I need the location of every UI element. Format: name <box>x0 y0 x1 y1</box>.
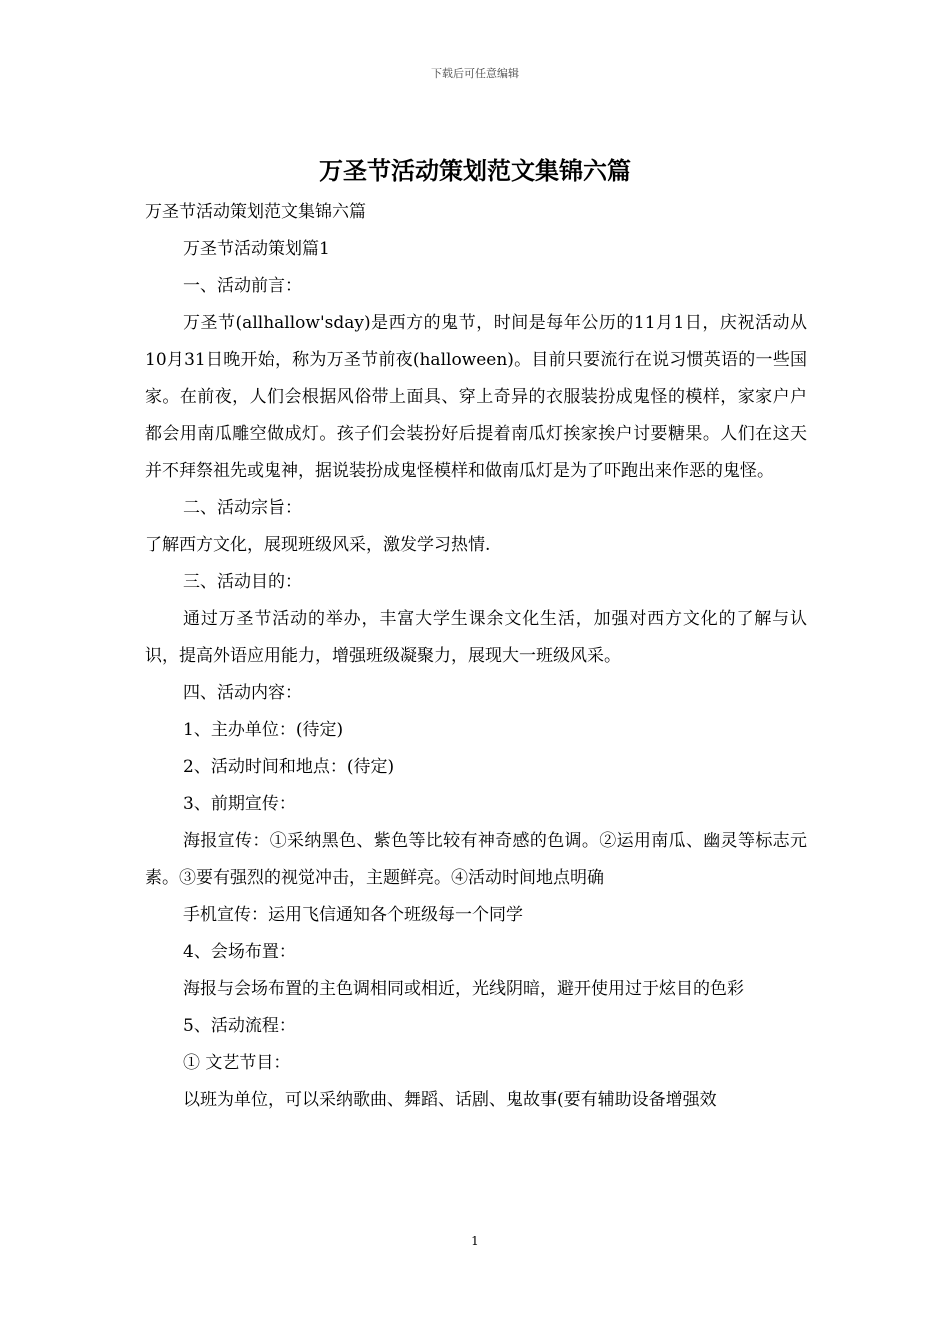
paragraph-promotion: 3、前期宣传： <box>183 794 296 814</box>
page-number: 1 <box>471 1234 479 1248</box>
paragraph-subtitle: 万圣节活动策划范文集锦六篇 <box>145 202 366 222</box>
paragraph-heading-content: 四、活动内容： <box>183 683 302 703</box>
paragraph-performances: ① 文艺节目： <box>183 1053 291 1073</box>
paragraph-heading-preface: 一、活动前言： <box>183 276 302 296</box>
paragraph-heading-goal: 三、活动目的： <box>183 572 302 592</box>
document-title: 万圣节活动策划范文集锦六篇 <box>319 156 631 185</box>
header-note: 下载后可任意编辑 <box>431 67 519 80</box>
paragraph-phone-promotion: 手机宣传：运用飞信通知各个班级每一个同学 <box>183 905 523 925</box>
paragraph-purpose-text: 了解西方文化，展现班级风采，激发学习热情. <box>145 535 491 555</box>
paragraph-process: 5、活动流程： <box>183 1016 296 1036</box>
paragraph-preface-text: 万圣节(allhallow'sday)是西方的鬼节，时间是每年公历的11月1日，庆祝活动从10月31日晚开始，称为万圣节前夜(halloween)。目前只要流行在说习惯英语的一些国家。在前夜，人们会根据风俗带上面具、穿上奇异的衣服装扮成鬼怪的模样，家家户户都会用南瓜雕空做成灯。孩子们会装扮好后提着南瓜灯挨家挨户讨要糖果。人们在这天并不拜祭祖先或鬼神，据说装扮成鬼怪模样和做南瓜灯是为了吓跑出来作恶的鬼怪。 <box>145 313 807 481</box>
paragraph-poster-promotion: 海报宣传：①采纳黑色、紫色等比较有神奇感的色调。②运用南瓜、幽灵等标志元素。③要有强烈的视觉冲击，主题鲜亮。④活动时间地点明确 <box>145 831 807 888</box>
paragraph-time-place: 2、活动时间和地点：(待定) <box>183 757 395 777</box>
paragraph-goal-text: 通过万圣节活动的举办，丰富大学生课余文化生活，加强对西方文化的了解与认识，提高外语应用能力，增强班级凝聚力，展现大一班级风采。 <box>145 609 807 666</box>
paragraph-performances-text: 以班为单位，可以采纳歌曲、舞蹈、话剧、鬼故事(要有辅助设备增强效 <box>183 1090 717 1110</box>
paragraph-organizer: 1、主办单位：(待定) <box>183 720 344 740</box>
paragraph-section-heading: 万圣节活动策划篇1 <box>183 239 330 259</box>
paragraph-heading-purpose: 二、活动宗旨： <box>183 498 302 518</box>
paragraph-venue-text: 海报与会场布置的主色调相同或相近，光线阴暗，避开使用过于炫目的色彩 <box>183 979 744 999</box>
paragraph-venue-layout: 4、会场布置： <box>183 942 296 962</box>
document-body <box>145 194 807 1119</box>
